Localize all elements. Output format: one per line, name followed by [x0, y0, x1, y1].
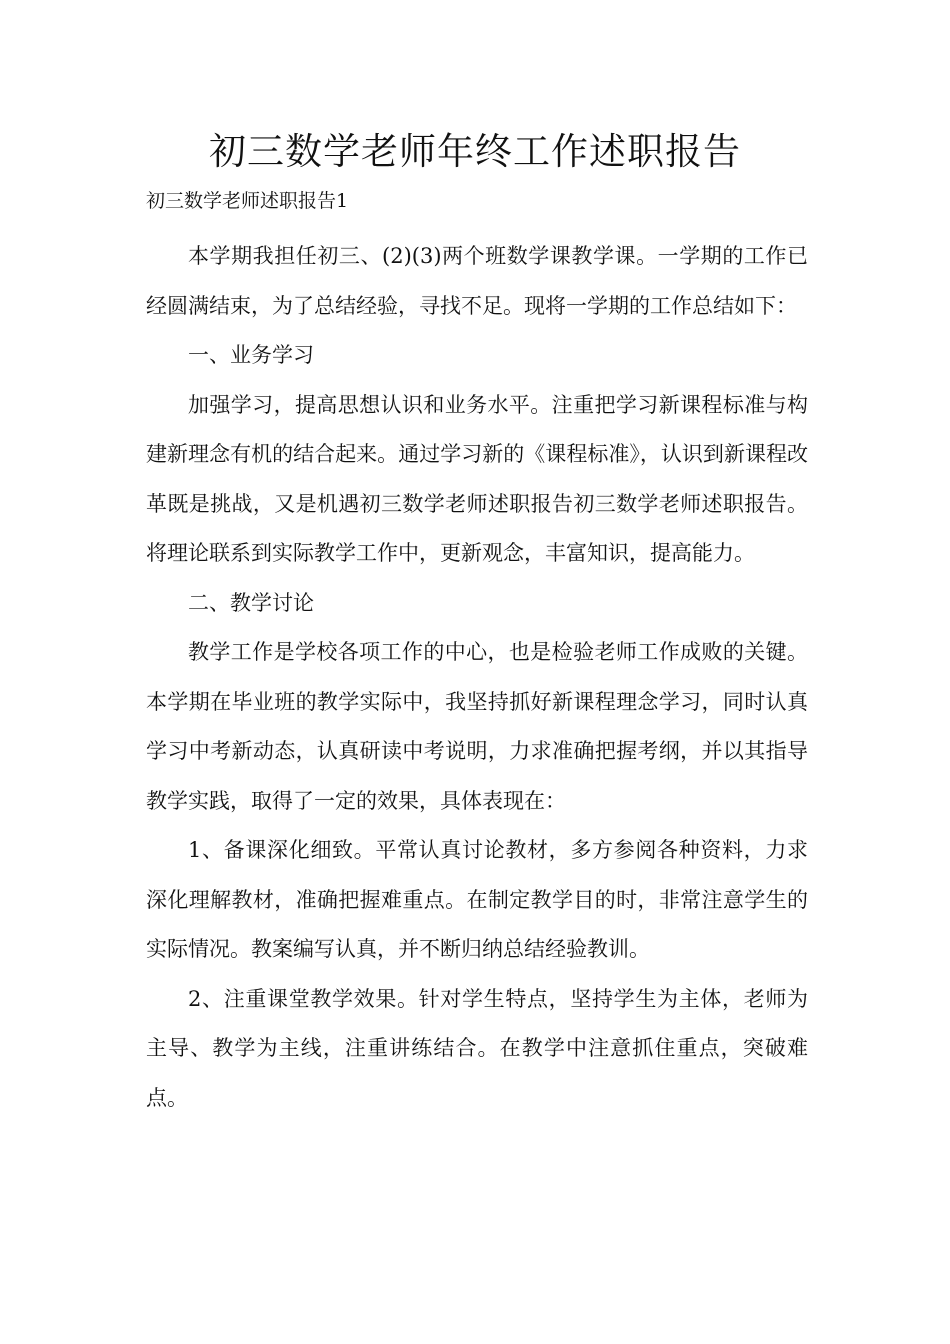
paragraph-classroom-effect: 2、注重课堂教学效果。针对学生特点，坚持学生为主体，老师为主导、教学为主线，注重讲练结合。在教学中注意抓住重点，突破难点。 — [146, 986, 808, 1110]
document-body — [146, 232, 808, 1123]
document-title: 初三数学老师年终工作述职报告 — [209, 130, 741, 173]
paragraph-business-study: 加强学习，提高思想认识和业务水平。注重把学习新课程标准与构建新理念有机的结合起来。通过学习新的《课程标准》，认识到新课程改革既是挑战，又是机遇初三数学老师述职报告初三数学老师述职报告。将理论联系到实际教学工作中，更新观念，丰富知识，提高能力。 — [146, 392, 808, 565]
paragraph-intro: 本学期我担任初三、(2)(3)两个班数学课教学课。一学期的工作已经圆满结束，为了总结经验，寻找不足。现将一学期的工作总结如下： — [146, 244, 808, 318]
document-subtitle: 初三数学老师述职报告1 — [146, 190, 349, 212]
paragraph-teaching-discussion: 教学工作是学校各项工作的中心，也是检验老师工作成败的关键。本学期在毕业班的教学实际中，我坚持抓好新课程理念学习，同时认真学习中考新动态，认真研读中考说明，力求准确把握考纲，并以其指导教学实践，取得了一定的效果，具体表现在： — [146, 640, 808, 813]
paragraph-lesson-preparation: 1、备课深化细致。平常认真讨论教材，多方参阅各种资料，力求深化理解教材，准确把握难重点。在制定教学目的时，非常注意学生的实际情况。教案编写认真，并不断归纳总结经验教训。 — [146, 838, 808, 961]
section-heading-teaching-discussion: 二、教学讨论 — [188, 590, 314, 615]
section-heading-business-study: 一、业务学习 — [188, 343, 314, 367]
